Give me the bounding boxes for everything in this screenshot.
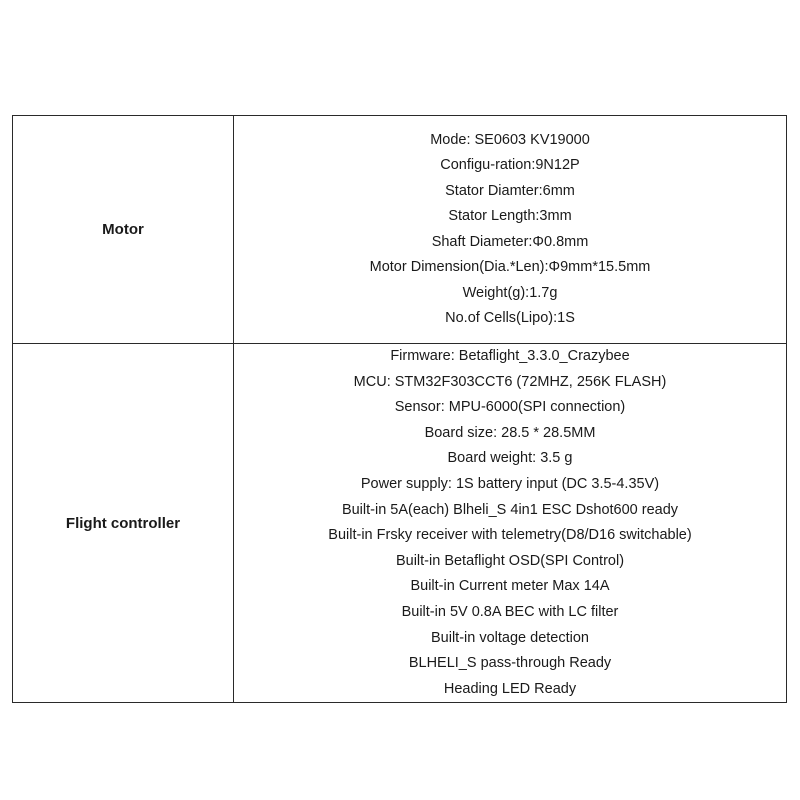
motor-label: Motor: [13, 116, 234, 344]
spec-line: Built-in Current meter Max 14A: [410, 578, 610, 595]
flight-controller-row: [13, 344, 787, 703]
spec-line: Mode: SE0603 KV19000: [430, 131, 590, 148]
spec-line: Built-in 5V 0.8A BEC with LC filter: [401, 603, 619, 620]
spec-line: Weight(g):1.7g: [462, 284, 558, 301]
spec-line: Sensor: MPU-6000(SPI connection): [394, 399, 626, 416]
spec-line: Shaft Diameter:Φ0.8mm: [431, 233, 589, 250]
spec-line: Stator Length:3mm: [448, 208, 572, 224]
spec-line: Built-in Frsky receiver with telemetry(D8/D16 switchable): [328, 527, 692, 544]
spec-line: Heading LED Ready: [443, 680, 577, 697]
spec-line: Firmware: Betaflight_3.3.0_Crazybee: [390, 348, 630, 364]
spec-line: Built-in Betaflight OSD(SPI Control): [395, 552, 625, 569]
flight-controller-label: Flight controller: [13, 344, 234, 703]
motor-specs: [234, 116, 787, 344]
spec-line: No.of Cells(Lipo):1S: [445, 310, 575, 326]
spec-line: Power supply: 1S battery input (DC 3.5-4.35V): [360, 475, 660, 492]
spec-line: BLHELI_S pass-through Ready: [408, 655, 612, 672]
spec-line: Board weight: 3.5 g: [447, 450, 573, 467]
spec-line: Built-in voltage detection: [431, 629, 589, 646]
spec-line: Stator Diamter:6mm: [445, 182, 575, 199]
spec-line: MCU: STM32F303CCT6 (72MHZ, 256K FLASH): [353, 373, 667, 390]
flight-controller-specs: [234, 344, 787, 703]
spec-line: Built-in 5A(each) Blheli_S 4in1 ESC Dshot600 ready: [341, 501, 679, 518]
spec-line: Configu-ration:9N12P: [440, 157, 580, 173]
spec-line: Motor Dimension(Dia.*Len):Φ9mm*15.5mm: [369, 259, 651, 275]
motor-row: [13, 116, 787, 344]
spec-line: Board size: 28.5 * 28.5MM: [424, 424, 596, 441]
spec-table: [12, 115, 787, 703]
